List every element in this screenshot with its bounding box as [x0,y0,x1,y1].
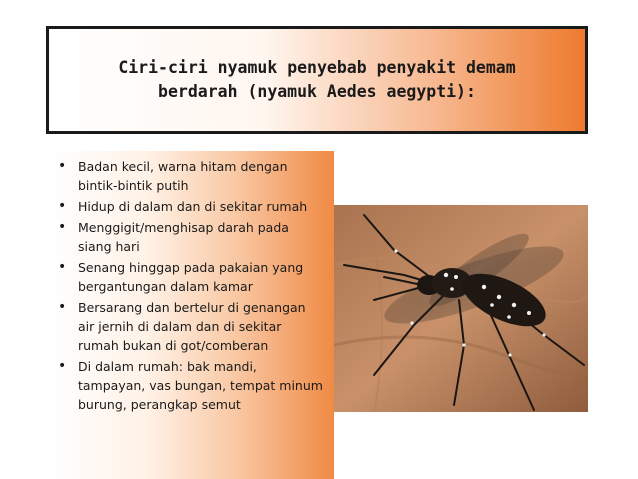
bullet-item [48,218,334,256]
bullet-icon: • [58,299,67,315]
mosquito-photo [334,205,588,412]
bullet-list [48,151,334,414]
mosquito-illustration [334,205,588,412]
bullet-icon: • [58,198,67,214]
bullet-item [48,298,334,355]
bullet-text: Bersarang dan bertelur di genangan air jernih di dalam dan di sekitar rumah bukan di got/comberan [78,300,306,353]
bullet-panel [48,151,334,479]
title-box [46,26,588,134]
bullet-text: Badan kecil, warna hitam dengan bintik-bintik putih [78,159,288,193]
bullet-item [48,157,334,195]
bullet-text: Di dalam rumah: bak mandi, tampayan, vas bungan, tempat minum burung, perangkap semut [78,359,323,412]
bullet-text: Hidup di dalam dan di sekitar rumah [78,199,308,214]
bullet-icon: • [58,358,67,374]
bullet-icon: • [58,259,67,275]
bullet-text: Senang hinggap pada pakaian yang bergantungan dalam kamar [78,260,304,294]
bullet-icon: • [58,219,67,235]
bullet-icon: • [58,158,67,174]
bullet-item [48,197,334,216]
slide-title: Ciri-ciri nyamuk penyebab penyakit demam berdarah (nyamuk Aedes aegypti): [118,58,516,101]
bullet-text: Menggigit/menghisap darah pada siang hari [78,220,289,254]
bullet-item [48,258,334,296]
bullet-item [48,357,334,414]
